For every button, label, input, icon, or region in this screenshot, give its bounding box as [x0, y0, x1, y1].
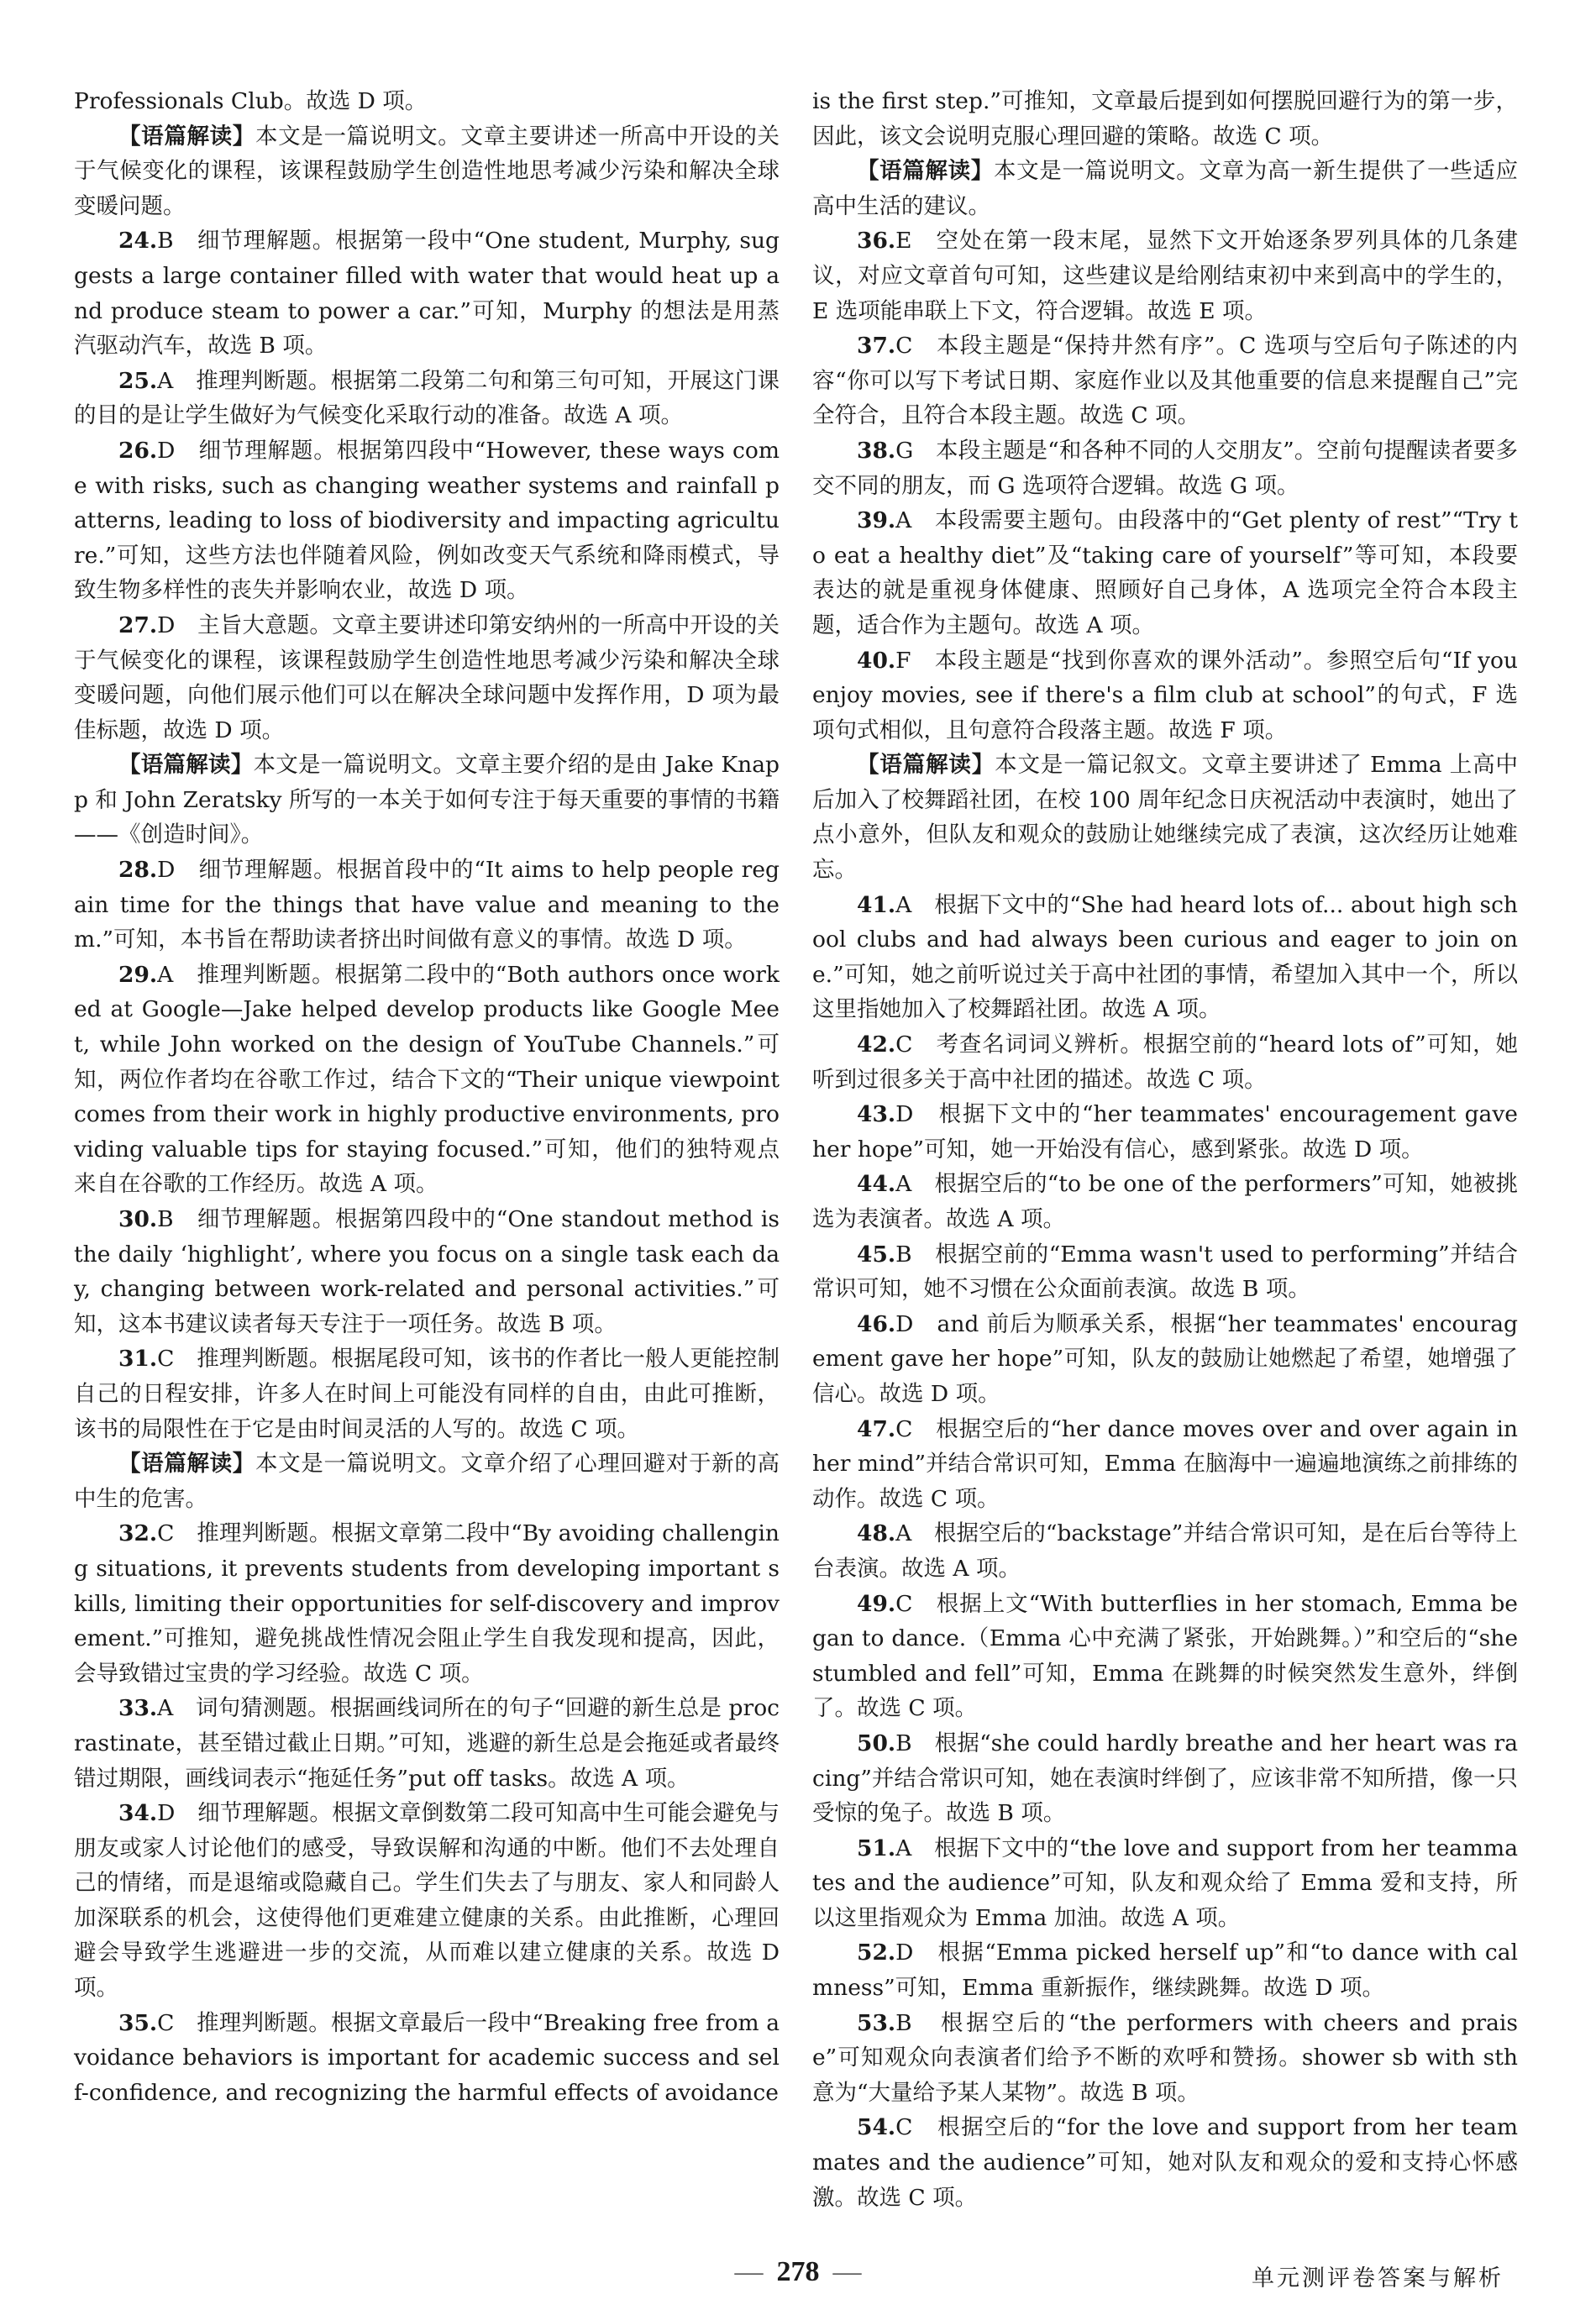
- continued-text: [812, 84, 1518, 154]
- passage-tag: 【语篇解读】: [118, 1451, 255, 1478]
- explanation-text: C 根据空后的“her dance moves over and over again in her mind”并结合常识可知，Emma 在脑海中一遍遍地演练之前排练的动作。故选 C 项。: [812, 1415, 1518, 1512]
- answer-item: [812, 1935, 1518, 2005]
- explanation-text: 本文是一篇说明文。文章主要讲述一所高中开设的关于气候变化的课程，该课程鼓励学生创造性地思考减少污染和解决全球变暖问题。: [74, 123, 780, 219]
- explanation-text: D 根据“Emma picked herself up”和“to dance with calmness”可知，Emma 重新振作，继续跳舞。故选 D 项。: [812, 1940, 1518, 2002]
- answer-item: [812, 328, 1518, 433]
- answer-item: [812, 223, 1518, 328]
- explanation-text: is the first step.”可推知，文章最后提到如何摆脱回避行为的第一步，因此，该文会说明克服心理回避的策略。故选 C 项。: [812, 88, 1518, 150]
- explanation-text: C 根据上文“With butterflies in her stomach, Emma began to dance.（Emma 心中充满了紧张，开始跳舞。）”和空后的“she stumbled and fell”可知，Emma 在跳舞的时候突然发生意外，绊倒了。故选 C 项。: [812, 1590, 1518, 1722]
- passage-summary: [74, 748, 780, 853]
- question-number: 26.: [118, 437, 158, 464]
- answer-item: [74, 1516, 780, 1691]
- question-number: 38.: [857, 437, 896, 464]
- explanation-text: 本文是一篇说明文。文章主要介绍的是由 Jake Knapp 和 John Zeratsky 所写的一本关于如何专注于每天重要的事情的书籍——《创造时间》。: [74, 752, 780, 848]
- explanation-text: C 考查名词词义辨析。根据空前的“heard lots of”可知，她听到过很多关于高中社团的描述。故选 C 项。: [812, 1032, 1518, 1093]
- passage-tag: 【语篇解读】: [857, 752, 995, 779]
- question-number: 34.: [118, 1800, 158, 1827]
- explanation-text: C 根据空后的“for the love and support from her teammates and the audience”可知，她对队友和观众的爱和支持心怀感激。故选 C 项。: [812, 2114, 1518, 2211]
- question-number: 37.: [857, 333, 896, 360]
- explanation-text: D 细节理解题。根据第四段中“However, these ways come with risks, such as changing weather systems and rainfall patterns, leading to loss of biodiversity and impacting agriculture.”可知，这些方法也伴随着风险，例如改变天气系统和降雨模式，导致生物多样性的丧失并影响农业，故选 D 项。: [74, 437, 780, 604]
- question-number: 41.: [857, 891, 896, 918]
- passage-summary: [74, 1446, 780, 1516]
- explanation-text: D 主旨大意题。文章主要讲述印第安纳州的一所高中开设的关于气候变化的课程，该课程鼓励学生创造性地思考减少污染和解决全球变暖问题，向他们展示他们可以在解决全球问题中发挥作用，D 项为最佳标题，故选 D 项。: [74, 612, 780, 743]
- answer-item: [812, 643, 1518, 748]
- question-number: 40.: [857, 647, 896, 674]
- passage-tag: 【语篇解读】: [857, 158, 994, 185]
- passage-summary: [812, 154, 1518, 223]
- explanation-text: D 细节理解题。根据首段中的“It aims to help people regain time for the things that have value and meaning to them.”可知，本书旨在帮助读者挤出时间做有意义的事情。故选 D 项。: [74, 857, 780, 953]
- page-number-text: 278: [776, 2256, 820, 2287]
- answer-item: [812, 888, 1518, 1027]
- question-number: 30.: [118, 1206, 158, 1232]
- question-number: 48.: [857, 1520, 896, 1547]
- explanation-text: B 细节理解题。根据第四段中的“One standout method is the daily ‘highlight’, where you focus on a single task each day, changing between work-related and personal activities.”可知，这本书建议读者每天专注于一项任务。故选 B 项。: [74, 1206, 780, 1337]
- answer-item: [74, 223, 780, 363]
- question-number: 49.: [857, 1590, 896, 1617]
- answer-item: [812, 503, 1518, 643]
- question-number: 39.: [857, 507, 896, 534]
- question-number: 31.: [118, 1346, 158, 1373]
- answer-item: [74, 1202, 780, 1341]
- passage-summary: [74, 119, 780, 224]
- answer-item: [812, 433, 1518, 503]
- explanation-text: F 本段主题是“找到你喜欢的课外活动”。参照空后句“If you enjoy movies, see if there's a film club at school”的句式，F 选项句式相似，且句意符合段落主题。故选 F 项。: [812, 647, 1518, 743]
- answer-item: [812, 2006, 1518, 2111]
- question-number: 36.: [857, 228, 896, 255]
- question-number: 27.: [118, 612, 158, 638]
- explanation-text: 本文是一篇说明文。文章为高一新生提供了一些适应高中生活的建议。: [812, 158, 1519, 219]
- explanation-text: B 细节理解题。根据第一段中“One student, Murphy, suggests a large container filled with water that would heat up and produce steam to power a car.”可知，Murphy 的想法是用蒸汽驱动汽车，故选 B 项。: [74, 228, 780, 360]
- explanation-text: B 根据“she could hardly breathe and her heart was racing”并结合常识可知，她在表演时绊倒了，应该非常不知所措，像一只受惊的兔子。故选 B 项。: [812, 1730, 1518, 1827]
- question-number: 35.: [118, 2009, 158, 2036]
- answer-item: [74, 364, 780, 433]
- answer-item: [812, 1097, 1518, 1167]
- answer-item: [74, 608, 780, 748]
- answer-item: [74, 2006, 780, 2111]
- question-number: 29.: [118, 961, 158, 988]
- explanation-text: C 推理判断题。根据文章第二段中“By avoiding challenging situations, it prevents students from developing important skills, limiting their opportunities for self-discovery and improvement.”可推知，避免挑战性情况会阻止学生自我发现和提高，因此，会导致错过宝贵的学习经验。故选 C 项。: [74, 1520, 780, 1687]
- question-number: 54.: [857, 2114, 896, 2141]
- answer-item: [74, 1796, 780, 2006]
- answer-item: [812, 1027, 1518, 1097]
- passage-tag: 【语篇解读】: [118, 123, 255, 150]
- explanation-text: A 推理判断题。根据第二段中的“Both authors once worked at Google—Jake helped develop products like Google Meet, while John worked on the design of YouTube Channels.”可知，两位作者均在谷歌工作过，结合下文的“Their unique viewpoint comes from their work in highly productive environments, providing valuable tips for staying focused.”可知，他们的独特观点来自在谷歌的工作经历。故选 A 项。: [74, 961, 780, 1198]
- explanation-text: B 根据空前的“Emma wasn't used to performing”并结合常识可知，她不习惯在公众面前表演。故选 B 项。: [812, 1241, 1518, 1303]
- answer-item: [812, 1307, 1518, 1412]
- answer-item: [812, 2110, 1518, 2215]
- explanation-text: D and 前后为顺承关系，根据“her teammates' encouragement gave her hope”可知，队友的鼓励让她燃起了希望，她增强了信心。故选 D 项。: [812, 1310, 1518, 1407]
- continued-text: [74, 84, 780, 119]
- explanation-text: C 本段主题是“保持井然有序”。C 选项与空后句子陈述的内容“你可以写下考试日期、家庭作业以及其他重要的信息来提醒自己”完全符合，且符合本段主题。故选 C 项。: [812, 333, 1518, 429]
- question-number: 25.: [118, 367, 158, 394]
- answer-item: [74, 1691, 780, 1796]
- question-number: 50.: [857, 1730, 896, 1756]
- explanation-text: C 推理判断题。根据文章最后一段中“Breaking free from avoidance behaviors is important for academic success and self-confidence, and recognizing the harmful effects of avoidance: [74, 2009, 780, 2106]
- question-number: 46.: [857, 1310, 896, 1337]
- answer-item: [74, 1341, 780, 1446]
- explanation-text: G 本段主题是“和各种不同的人交朋友”。空前句提醒读者要多交不同的朋友，而 G 选项符合逻辑。故选 G 项。: [812, 437, 1518, 499]
- question-number: 32.: [118, 1520, 158, 1547]
- answer-item: [812, 1587, 1518, 1726]
- explanation-text: A 词句猜测题。根据画线词所在的句子“回避的新生总是 procrastinate，甚至错过截止日期。”可知，逃避的新生总是会拖延或者最终错过期限，画线词表示“拖延任务”put off tasks。故选 A 项。: [74, 1695, 780, 1792]
- left-column: [74, 84, 780, 2110]
- answer-item: [812, 1412, 1518, 1517]
- explanation-text: 本文是一篇记叙文。文章主要讲述了 Emma 上高中后加入了校舞蹈社团，在校 100 周年纪念日庆祝活动中表演时，她出了点小意外，但队友和观众的鼓励让她继续完成了表演，这次经历让她难忘。: [812, 752, 1519, 884]
- question-number: 28.: [118, 857, 158, 884]
- footer-dash-left: —: [734, 2256, 764, 2287]
- explanation-text: D 根据下文中的“her teammates' encouragement gave her hope”可知，她一开始没有信心，感到紧张。故选 D 项。: [812, 1101, 1518, 1163]
- answer-item: [74, 853, 780, 958]
- answer-item: [812, 1237, 1518, 1307]
- answer-item: [812, 1726, 1518, 1831]
- explanation-text: A 根据空后的“to be one of the performers”可知，她被挑选为表演者。故选 A 项。: [812, 1171, 1518, 1232]
- explanation-text: A 推理判断题。根据第二段第二句和第三句可知，开展这门课的目的是让学生做好为气候变化采取行动的准备。故选 A 项。: [74, 367, 780, 429]
- footer-dash-right: —: [832, 2256, 862, 2287]
- question-number: 47.: [857, 1415, 896, 1442]
- question-number: 24.: [118, 228, 158, 255]
- question-number: 43.: [857, 1101, 896, 1128]
- footer-title: 单元测评卷答案与解析: [1252, 2265, 1504, 2291]
- explanation-text: A 本段需要主题句。由段落中的“Get plenty of rest”“Try to eat a healthy diet”及“taking care of yourself”等可知，本段要表达的就是重视身体健康、照顾好自己身体，A 选项完全符合本段主题，适合作为主题句。故选 A 项。: [812, 507, 1518, 638]
- explanation-text: 本文是一篇说明文。文章介绍了心理回避对于新的高中生的危害。: [74, 1451, 780, 1512]
- explanation-text: A 根据下文中的“She had heard lots of... about high school clubs and had always been curious and eager to join one.”可知，她之前听说过关于高中社团的事情，希望加入其中一个，所以这里指她加入了校舞蹈社团。故选 A 项。: [812, 891, 1518, 1023]
- answer-item: [812, 1831, 1518, 1936]
- answer-item: [812, 1167, 1518, 1236]
- answer-item: [812, 1516, 1518, 1586]
- right-column: [812, 84, 1518, 2215]
- question-number: 33.: [118, 1695, 158, 1722]
- passage-tag: 【语篇解读】: [118, 752, 254, 779]
- explanation-text: Professionals Club。故选 D 项。: [74, 88, 428, 114]
- answer-item: [74, 958, 780, 1202]
- question-number: 42.: [857, 1032, 896, 1058]
- explanation-text: D 细节理解题。根据文章倒数第二段可知高中生可能会避免与朋友或家人讨论他们的感受，导致误解和沟通的中断。他们不去处理自己的情绪，而是退缩或隐藏自己。学生们失去了与朋友、家人和同龄人加深联系的机会，这使得他们更难建立健康的关系。由此推断，心理回避会导致学生逃避进一步的交流，从而难以建立健康的关系。故选 D 项。: [74, 1800, 780, 2002]
- answer-item: [74, 433, 780, 608]
- explanation-text: B 根据空后的“the performers with cheers and praise”可知观众向表演者们给予不断的欢呼和赞扬。shower sb with sth 意为“大量给予某人某物”。故选 B 项。: [812, 2009, 1518, 2106]
- passage-summary: [812, 748, 1518, 887]
- question-number: 45.: [857, 1241, 896, 1268]
- explanation-text: A 根据空后的“backstage”并结合常识可知，是在后台等待上台表演。故选 A 项。: [812, 1520, 1518, 1582]
- question-number: 51.: [857, 1835, 896, 1861]
- explanation-text: C 推理判断题。根据尾段可知，该书的作者比一般人更能控制自己的日程安排，许多人在时间上可能没有同样的自由，由此可推断，该书的局限性在于它是由时间灵活的人写的。故选 C 项。: [74, 1346, 780, 1442]
- question-number: 52.: [857, 1940, 896, 1966]
- explanation-text: A 根据下文中的“the love and support from her teammates and the audience”可知，队友和观众给了 Emma 爱和支持，所以这里指观众为 Emma 加油。故选 A 项。: [812, 1835, 1518, 1931]
- question-number: 44.: [857, 1171, 896, 1198]
- explanation-text: E 空处在第一段末尾，显然下文开始逐条罗列具体的几条建议，对应文章首句可知，这些建议是给刚结束初中来到高中的学生的，E 选项能串联上下文，符合逻辑。故选 E 项。: [812, 228, 1518, 324]
- question-number: 53.: [857, 2009, 896, 2036]
